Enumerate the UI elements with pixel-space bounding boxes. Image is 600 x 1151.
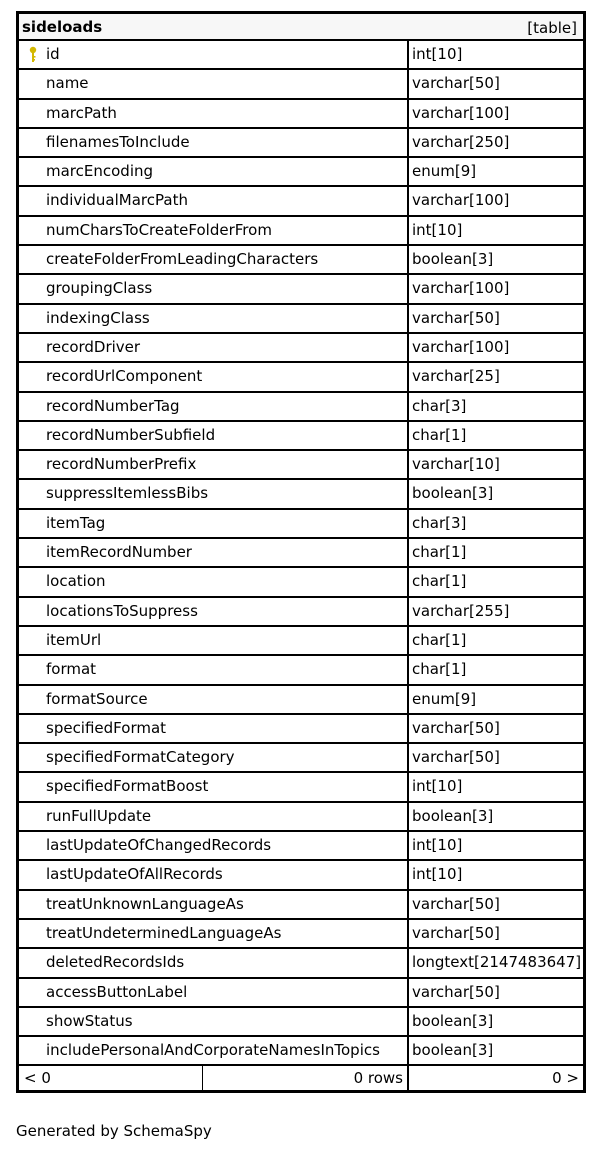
- column-name-cell: [19, 1037, 409, 1064]
- column-type: varchar[50]: [412, 748, 500, 767]
- column-row: [19, 539, 583, 568]
- column-type: char[1]: [412, 660, 467, 679]
- footer-rows-cell: [203, 1066, 409, 1090]
- row-count: 0 rows: [353, 1069, 403, 1088]
- column-name[interactable]: treatUnknownLanguageAs: [46, 894, 244, 913]
- column-row: [19, 773, 583, 802]
- column-row: [19, 158, 583, 187]
- column-name-cell: [19, 773, 409, 800]
- column-type: char[1]: [412, 572, 467, 591]
- column-type-cell: [409, 158, 583, 185]
- column-name[interactable]: itemUrl: [46, 630, 102, 649]
- column-name-cell: [19, 334, 409, 361]
- column-type: int[10]: [412, 45, 463, 63]
- column-name[interactable]: treatUndeterminedLanguageAs: [46, 923, 282, 942]
- column-name[interactable]: recordNumberPrefix: [46, 455, 197, 474]
- column-type: boolean[3]: [412, 484, 494, 503]
- column-name[interactable]: specifiedFormat: [46, 718, 167, 737]
- column-name[interactable]: location: [46, 572, 106, 591]
- column-row: [19, 393, 583, 422]
- column-row: [19, 129, 583, 158]
- column-name-cell: [19, 70, 409, 97]
- column-type-cell: [409, 949, 583, 976]
- column-row: [19, 187, 583, 216]
- column-name[interactable]: groupingClass: [46, 279, 153, 298]
- column-type: char[1]: [412, 543, 467, 562]
- children-count: 0 >: [552, 1069, 579, 1088]
- column-type: varchar[100]: [412, 279, 510, 298]
- column-type-cell: [409, 305, 583, 332]
- column-type: varchar[100]: [412, 103, 510, 122]
- column-name[interactable]: includePersonalAndCorporateNamesInTopics: [46, 1041, 380, 1060]
- column-name-cell: [19, 217, 409, 244]
- column-name-cell: [19, 920, 409, 947]
- table-type-label: [table]: [527, 19, 577, 37]
- column-name-cell: [19, 510, 409, 537]
- column-row: [19, 656, 583, 685]
- column-name-cell: [19, 129, 409, 156]
- column-type-cell: [409, 41, 583, 68]
- column-row: [19, 979, 583, 1008]
- column-row: [19, 744, 583, 773]
- column-row: [19, 510, 583, 539]
- column-type: int[10]: [412, 865, 463, 884]
- column-name[interactable]: formatSource: [46, 689, 148, 708]
- column-row: [19, 363, 583, 392]
- column-type: varchar[50]: [412, 923, 500, 942]
- column-name[interactable]: lastUpdateOfAllRecords: [46, 865, 223, 884]
- column-type-cell: [409, 598, 583, 625]
- column-row: [19, 803, 583, 832]
- column-type-cell: [409, 129, 583, 156]
- column-type: enum[9]: [412, 689, 477, 708]
- column-name-cell: [19, 832, 409, 859]
- column-name[interactable]: specifiedFormatBoost: [46, 777, 209, 796]
- column-name[interactable]: id: [46, 45, 60, 63]
- column-name[interactable]: recordNumberTag: [46, 396, 180, 415]
- column-name-cell: [19, 100, 409, 127]
- column-name[interactable]: createFolderFromLeadingCharacters: [46, 250, 319, 269]
- column-name-cell: [19, 715, 409, 742]
- column-type: varchar[50]: [412, 894, 500, 913]
- column-name[interactable]: itemTag: [46, 513, 106, 532]
- column-row: [19, 480, 583, 509]
- column-row: [19, 891, 583, 920]
- column-row: [19, 217, 583, 246]
- column-name-cell: [19, 979, 409, 1006]
- footer-children-cell: [409, 1066, 583, 1090]
- column-type: int[10]: [412, 777, 463, 796]
- column-name-cell: [19, 480, 409, 507]
- column-name-cell: [19, 861, 409, 888]
- column-type: char[1]: [412, 425, 467, 444]
- column-name[interactable]: recordUrlComponent: [46, 367, 203, 386]
- column-row: [19, 1037, 583, 1066]
- column-name[interactable]: runFullUpdate: [46, 806, 152, 825]
- column-name[interactable]: recordDriver: [46, 337, 141, 356]
- column-type-cell: [409, 217, 583, 244]
- column-type-cell: [409, 568, 583, 595]
- column-name-cell: [19, 598, 409, 625]
- column-row: [19, 861, 583, 890]
- column-type-cell: [409, 246, 583, 273]
- column-type-cell: [409, 70, 583, 97]
- column-type: varchar[25]: [412, 367, 500, 386]
- column-row: [19, 568, 583, 597]
- column-row: [19, 246, 583, 275]
- generated-by-label: Generated by SchemaSpy: [16, 1122, 212, 1140]
- column-name[interactable]: recordNumberSubfield: [46, 425, 216, 444]
- table-name[interactable]: sideloads: [22, 18, 103, 36]
- column-row: [19, 41, 583, 70]
- column-type: boolean[3]: [412, 1011, 494, 1030]
- column-type-cell: [409, 480, 583, 507]
- column-name[interactable]: deletedRecordsIds: [46, 953, 185, 972]
- column-type: int[10]: [412, 836, 463, 855]
- column-type: longtext[2147483647]: [412, 953, 582, 972]
- column-name-cell: [19, 539, 409, 566]
- column-name[interactable]: accessButtonLabel: [46, 982, 188, 1001]
- column-type: varchar[50]: [412, 74, 500, 93]
- column-type-cell: [409, 832, 583, 859]
- column-name[interactable]: marcPath: [46, 103, 117, 122]
- column-row: [19, 422, 583, 451]
- column-name-cell: [19, 568, 409, 595]
- column-type-cell: [409, 656, 583, 683]
- column-type: varchar[100]: [412, 191, 510, 210]
- column-type-cell: [409, 187, 583, 214]
- column-name[interactable]: showStatus: [46, 1011, 133, 1030]
- column-name[interactable]: individualMarcPath: [46, 191, 188, 210]
- column-type-cell: [409, 744, 583, 771]
- column-name[interactable]: indexingClass: [46, 308, 150, 327]
- column-row: [19, 305, 583, 334]
- column-row: [19, 1008, 583, 1037]
- column-type-cell: [409, 393, 583, 420]
- column-row: [19, 627, 583, 656]
- column-name-cell: [19, 422, 409, 449]
- column-type-cell: [409, 773, 583, 800]
- column-row: [19, 70, 583, 99]
- column-type-cell: [409, 627, 583, 654]
- column-name-cell: [19, 803, 409, 830]
- column-type-cell: [409, 510, 583, 537]
- column-name-cell: [19, 451, 409, 478]
- column-name-cell: [19, 158, 409, 185]
- column-type: enum[9]: [412, 162, 477, 181]
- column-name[interactable]: specifiedFormatCategory: [46, 748, 235, 767]
- table-footer: [19, 1066, 583, 1090]
- column-type-cell: [409, 715, 583, 742]
- column-name-cell: [19, 305, 409, 332]
- column-type: varchar[50]: [412, 718, 500, 737]
- column-type: char[1]: [412, 630, 467, 649]
- column-type: char[3]: [412, 396, 467, 415]
- column-name-cell: [19, 393, 409, 420]
- column-name-cell: [19, 187, 409, 214]
- parents-count: < 0: [24, 1069, 51, 1088]
- column-row: [19, 715, 583, 744]
- column-name[interactable]: name: [46, 74, 89, 93]
- column-name-cell: [19, 891, 409, 918]
- column-type-cell: [409, 979, 583, 1006]
- column-name-cell: [19, 275, 409, 302]
- primary-key-icon: [27, 46, 39, 64]
- column-name[interactable]: lastUpdateOfChangedRecords: [46, 836, 272, 855]
- column-type-cell: [409, 1008, 583, 1035]
- column-name[interactable]: suppressItemlessBibs: [46, 484, 209, 503]
- column-name-cell: [19, 246, 409, 273]
- column-name[interactable]: numCharsToCreateFolderFrom: [46, 220, 272, 239]
- column-type: varchar[100]: [412, 337, 510, 356]
- column-type: varchar[10]: [412, 455, 500, 474]
- column-type-cell: [409, 334, 583, 361]
- column-row: [19, 451, 583, 480]
- column-row: [19, 832, 583, 861]
- column-type: boolean[3]: [412, 1041, 494, 1060]
- column-type: varchar[50]: [412, 308, 500, 327]
- column-type-cell: [409, 275, 583, 302]
- column-type-cell: [409, 920, 583, 947]
- column-type-cell: [409, 861, 583, 888]
- column-type-cell: [409, 1037, 583, 1064]
- column-type: varchar[255]: [412, 601, 510, 620]
- column-name-cell: [19, 41, 409, 68]
- column-type-cell: [409, 363, 583, 390]
- column-row: [19, 100, 583, 129]
- column-name[interactable]: locationsToSuppress: [46, 601, 198, 620]
- column-name[interactable]: marcEncoding: [46, 162, 154, 181]
- column-type-cell: [409, 422, 583, 449]
- column-type-cell: [409, 539, 583, 566]
- column-row: [19, 686, 583, 715]
- footer-parents-cell: [19, 1066, 203, 1090]
- column-name-cell: [19, 656, 409, 683]
- column-name-cell: [19, 1008, 409, 1035]
- column-type-cell: [409, 891, 583, 918]
- column-row: [19, 949, 583, 978]
- column-list: [19, 41, 583, 1066]
- table-node: [16, 11, 586, 1093]
- column-type-cell: [409, 803, 583, 830]
- column-type-cell: [409, 686, 583, 713]
- column-name-cell: [19, 363, 409, 390]
- column-name-cell: [19, 627, 409, 654]
- column-name[interactable]: format: [46, 660, 97, 679]
- column-name-cell: [19, 744, 409, 771]
- column-row: [19, 920, 583, 949]
- table-header: [19, 14, 583, 41]
- column-type: boolean[3]: [412, 806, 494, 825]
- column-type-cell: [409, 451, 583, 478]
- column-type: char[3]: [412, 513, 467, 532]
- column-row: [19, 275, 583, 304]
- column-type: varchar[250]: [412, 132, 510, 151]
- column-name[interactable]: itemRecordNumber: [46, 543, 192, 562]
- column-row: [19, 334, 583, 363]
- column-type-cell: [409, 100, 583, 127]
- column-name-cell: [19, 949, 409, 976]
- column-row: [19, 598, 583, 627]
- column-name-cell: [19, 686, 409, 713]
- column-type: varchar[50]: [412, 982, 500, 1001]
- column-type: int[10]: [412, 220, 463, 239]
- column-type: boolean[3]: [412, 250, 494, 269]
- column-name[interactable]: filenamesToInclude: [46, 132, 190, 151]
